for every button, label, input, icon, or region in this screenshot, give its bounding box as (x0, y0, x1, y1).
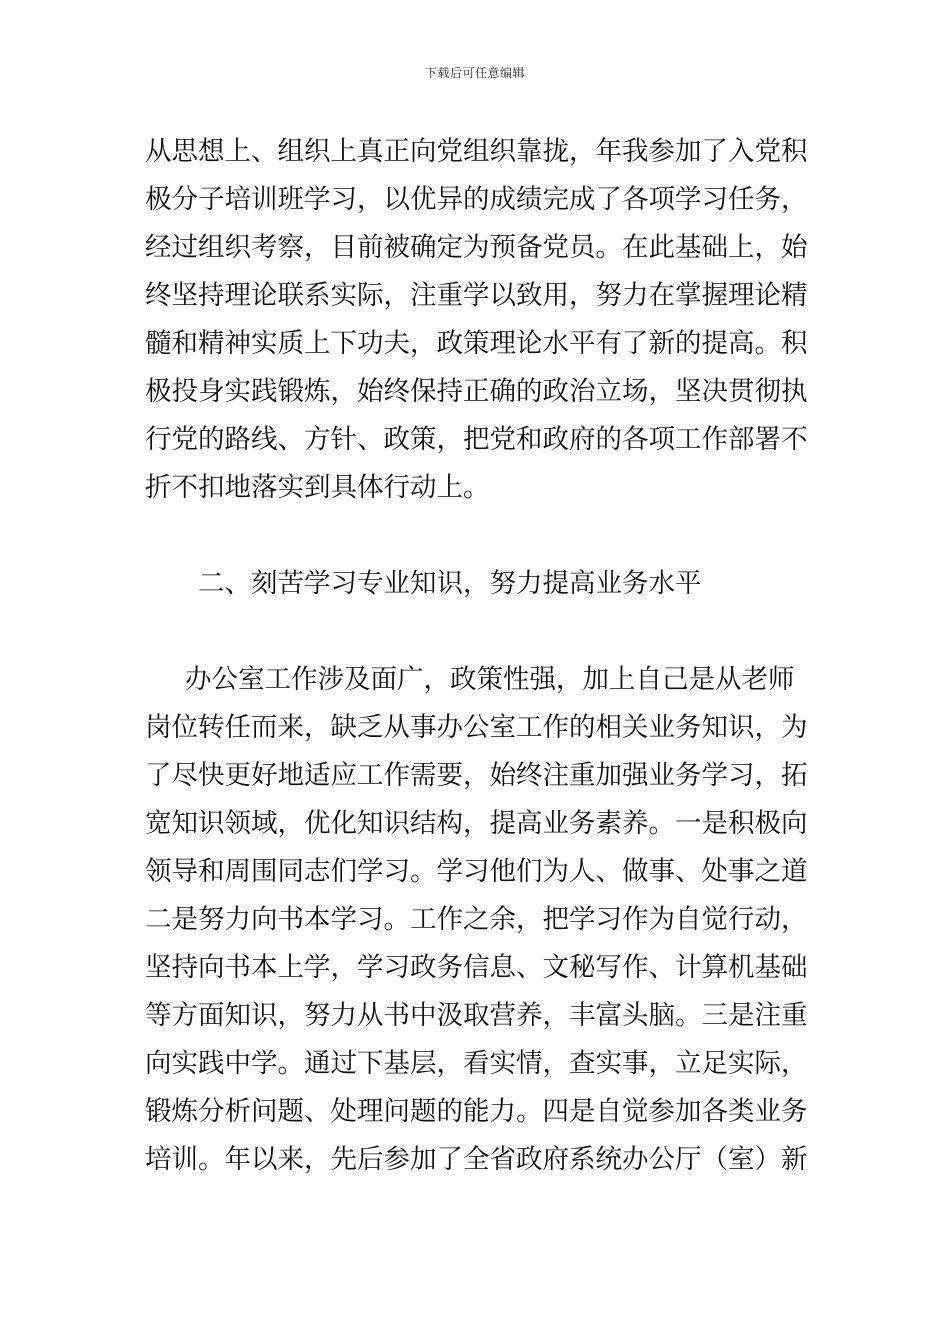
body-line: 极投身实践锻炼，始终保持正确的政治立场，坚决贯彻执 (145, 376, 808, 407)
body-line: 极分子培训班学习，以优异的成绩完成了各项学习任务， (145, 184, 808, 215)
body-line: 等方面知识，努力从书中汲取营养，丰富头脑。三是注重 (145, 1000, 808, 1031)
body-line: 了尽快更好地适应工作需要，始终注重加强业务学习，拓 (145, 760, 808, 791)
body-line: 岗位转任而来，缺乏从事办公室工作的相关业务知识，为 (145, 712, 808, 743)
body-line: 领导和周围同志们学习。学习他们为人、做事、处事之道 (145, 856, 808, 887)
body-line: 行党的路线、方针、政策，把党和政府的各项工作部署不 (145, 424, 808, 455)
body-line: 向实践中学。通过下基层，看实情，查实事，立足实际， (145, 1048, 808, 1079)
body-line: 从思想上、组织上真正向党组织靠拢，年我参加了入党积 (145, 136, 808, 167)
body-line: 办公室工作涉及面广，政策性强，加上自己是从老师 (185, 664, 795, 695)
document-body (145, 128, 815, 1184)
body-line: 宽知识领域，优化知识结构，提高业务素养。一是积极向 (145, 808, 808, 839)
body-line: 经过组织考察，目前被确定为预备党员。在此基础上，始 (145, 232, 808, 263)
body-line: 髓和精神实质上下功夫，政策理论水平有了新的提高。积 (145, 328, 808, 359)
page-header: 下载后可任意编辑 (424, 66, 525, 80)
body-line: 培训。年以来，先后参加了全省政府系统办公厅（室）新 (145, 1144, 808, 1175)
body-line: 二是努力向书本学习。工作之余，把学习作为自觉行动， (145, 904, 808, 935)
body-line: 终坚持理论联系实际，注重学以致用，努力在掌握理论精 (145, 280, 808, 311)
body-line: 坚持向书本上学，学习政务信息、文秘写作、计算机基础 (145, 952, 808, 983)
body-line: 折不扣地落实到具体行动上。 (145, 472, 490, 503)
section-heading: 二、刻苦学习专业知识，努力提高业务水平 (198, 568, 702, 599)
body-line: 锻炼分析问题、处理问题的能力。四是自觉参加各类业务 (145, 1096, 808, 1127)
